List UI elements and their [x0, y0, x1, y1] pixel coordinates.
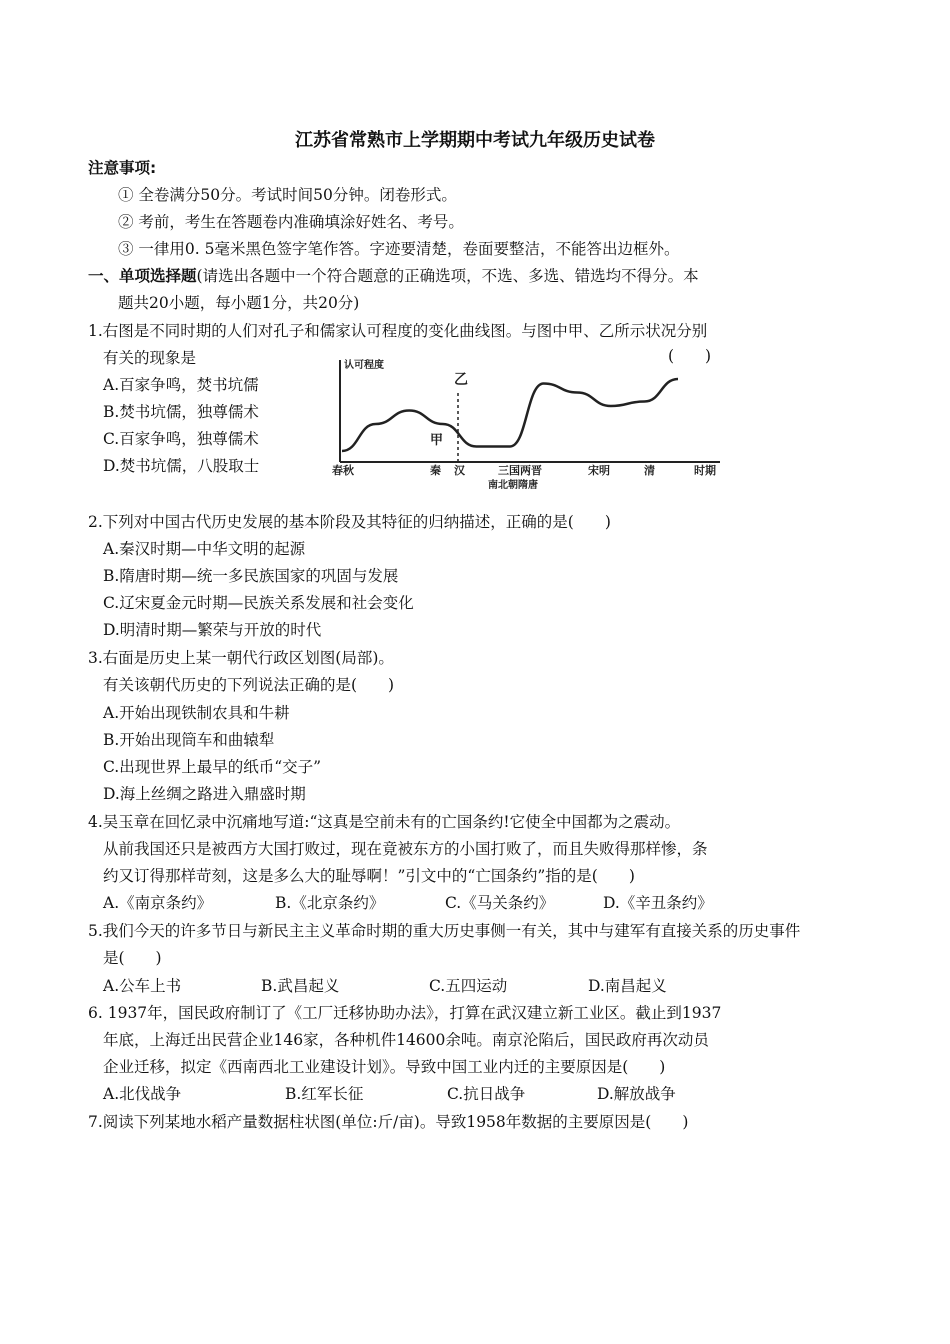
notice-item-3: ③ 一律用0. 5毫米黑色签字笔作答。字迹要清楚，卷面要整洁，不能答出边框外。	[118, 240, 680, 258]
notice-heading: 注意事项:	[88, 159, 157, 177]
q1-stem-2: 有关的现象是	[103, 349, 197, 367]
q5-stem-1: 5.我们今天的许多节日与新民主主义革命时期的重大历史事侧一有关，其中与建军有直接关系的历史事件	[88, 922, 801, 940]
section1-heading: 一、单项选择题	[88, 267, 197, 285]
q3-option-d: D.海上丝绸之路进入鼎盛时期	[103, 785, 306, 803]
q4-stem-1: 4.吴玉章在回忆录中沉痛地写道:“这真是空前未有的亡国条约!它使全中国都为之震动。	[88, 813, 681, 831]
q1-stem-1: 1.右图是不同时期的人们对孔子和儒家认可程度的变化曲线图。与图中甲、乙所示状况分别	[88, 322, 708, 340]
x-tick-han: 汉	[454, 464, 465, 477]
q4-stem-2: 从前我国还只是被西方大国打败过，现在竟被东方的小国打败了，而且失败得那样惨，条	[103, 840, 708, 858]
section1-heading-line	[88, 266, 699, 286]
q1-option-a: A.百家争鸣，焚书坑儒	[103, 376, 259, 394]
q2-stem: 2.下列对中国古代历史发展的基本阶段及其特征的归纳描述，正确的是( )	[88, 513, 611, 531]
q2-option-b: B.隋唐时期—统一多民族国家的巩固与发展	[103, 567, 399, 585]
q6-options	[103, 1084, 676, 1104]
q4-option-a: A.《南京条约》	[103, 894, 213, 912]
q7-stem: 7.阅读下列某地水稻产量数据柱状图(单位:斤/亩)。导致1958年数据的主要原因是( )	[88, 1113, 689, 1131]
q2-option-c: C.辽宋夏金元时期—民族关系发展和社会变化	[103, 594, 414, 612]
q4-option-c: C.《马关条约》	[445, 894, 555, 912]
q6-option-c: C.抗日战争	[447, 1085, 526, 1103]
x-tick-qing: 清	[644, 464, 655, 477]
q1-option-b: B.焚书坑儒，独尊儒术	[103, 403, 259, 421]
y-axis-label: 认可程度	[344, 360, 384, 371]
annotation-yi: 乙	[454, 372, 468, 388]
confucianism-recognition-chart	[330, 350, 730, 500]
q5-stem-2: 是( )	[103, 949, 162, 967]
q3-stem-1: 3.右面是历史上某一朝代行政区划图(局部)。	[88, 649, 394, 667]
q6-stem-1: 6. 1937年，国民政府制订了《工厂迁移协助办法》，打算在武汉建立新工业区。截止到1937	[88, 1004, 722, 1022]
q3-option-c: C.出现世界上最早的纸币“交子”	[103, 758, 322, 776]
q5-option-b: B.武昌起义	[261, 977, 340, 995]
q4-option-b: B.《北京条约》	[275, 894, 385, 912]
x-tick-subtitle: 南北朝隋唐	[488, 480, 538, 491]
q6-option-a: A.北伐战争	[103, 1085, 182, 1103]
q6-stem-2: 年底，上海迁出民营企业146家，各种机件14600余吨。南京沦陷后，国民政府再次动员	[103, 1031, 709, 1049]
q5-options	[103, 976, 667, 996]
q4-option-d: D.《辛丑条约》	[603, 894, 713, 912]
q1-answer-paren: ( )	[668, 347, 712, 365]
recognition-curve	[342, 379, 678, 451]
q5-option-c: C.五四运动	[429, 977, 508, 995]
q2-option-a: A.秦汉时期—中华文明的起源	[103, 540, 306, 558]
q3-option-a: A.开始出现铁制农具和牛耕	[103, 704, 290, 722]
q2-option-d: D.明清时期—繁荣与开放的时代	[103, 621, 322, 639]
q6-option-d: D.解放战争	[597, 1085, 676, 1103]
annotation-jia: 甲	[430, 433, 444, 448]
q3-option-b: B.开始出现筒车和曲辕犁	[103, 731, 275, 749]
notice-item-2: ② 考前，考生在答题卷内准确填涂好姓名、考号。	[118, 213, 464, 231]
page-title: 江苏省常熟市上学期期中考试九年级历史试卷	[295, 130, 655, 151]
x-tick-sanguo: 三国两晋	[498, 464, 542, 477]
q4-stem-3: 约又订得那样苛刻，这是多么大的耻辱啊！”引文中的“亡国条约”指的是( )	[103, 867, 635, 885]
q3-stem-2: 有关该朝代历史的下列说法正确的是( )	[103, 676, 395, 694]
x-tick-songming: 宋明	[588, 464, 610, 477]
notice-item-1: ① 全卷满分50分。考试时间50分钟。闭卷形式。	[118, 186, 457, 204]
q1-option-d: D.焚书坑儒，八股取士	[103, 457, 260, 475]
q4-options	[103, 893, 713, 913]
x-axis-label: 时期	[694, 464, 716, 477]
q5-option-d: D.南昌起义	[588, 977, 667, 995]
q6-option-b: B.红军长征	[285, 1085, 364, 1103]
q6-stem-3: 企业迁移，拟定《西南西北工业建设计划》。导致中国工业内迁的主要原因是( )	[103, 1058, 666, 1076]
x-tick-qin: 秦	[430, 464, 441, 477]
x-tick-chunqiu: 春秋	[332, 464, 354, 477]
q1-option-c: C.百家争鸣，独尊儒术	[103, 430, 259, 448]
section1-instruction-1: (请选出各题中一个符合题意的正确选项，不选、多选、错选均不得分。本	[196, 267, 699, 285]
section1-instruction-2: 题共20小题，每小题1分，共20分)	[118, 294, 360, 312]
q5-option-a: A.公车上书	[103, 977, 182, 995]
